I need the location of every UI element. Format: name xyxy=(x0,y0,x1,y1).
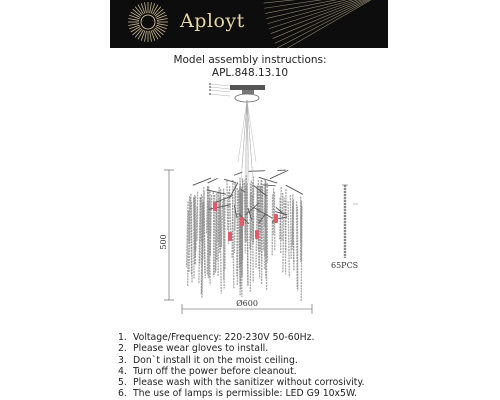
model-number: APL.848.13.10 xyxy=(211,67,289,79)
instruction-item xyxy=(118,377,365,388)
instruction-item xyxy=(118,355,365,366)
instruction-number: 6. xyxy=(118,388,127,400)
instruction-item xyxy=(118,343,365,354)
instruction-text: Please wash with the sanitizer without corrosivity. xyxy=(133,377,365,389)
brand-banner xyxy=(110,0,388,48)
crystal-piece-illustration xyxy=(342,185,358,258)
instruction-item xyxy=(118,388,365,399)
instruction-text: Please wear gloves to install. xyxy=(133,343,269,355)
instruction-item xyxy=(118,366,365,377)
width-label: Ø600 xyxy=(236,299,258,308)
title-block xyxy=(0,54,500,80)
instruction-text: Turn off the power before cleanout. xyxy=(133,365,297,377)
pieces-label: 65PCS xyxy=(331,261,359,270)
instruction-number: 1. xyxy=(118,332,127,343)
instruction-number: 5. xyxy=(118,377,127,389)
instructions-list xyxy=(118,332,365,400)
instruction-text: Don`t install it on the moist ceiling. xyxy=(133,354,298,366)
instruction-text: The use of lamps is permissible: LED G9 10x5W. xyxy=(133,388,358,400)
instruction-number: 2. xyxy=(118,343,127,355)
sunburst-logo xyxy=(110,0,388,48)
instruction-number: 3. xyxy=(118,354,127,366)
instruction-number: 4. xyxy=(118,365,127,377)
chandelier-illustration xyxy=(187,170,303,301)
chandelier-drawing xyxy=(150,82,390,318)
instruction-item xyxy=(118,332,365,343)
width-dimension xyxy=(182,299,312,314)
document-title: Model assembly instructions: xyxy=(173,54,327,66)
height-label: 500 xyxy=(159,234,168,250)
brand-name: Aployt xyxy=(180,10,245,32)
height-dimension xyxy=(159,170,174,300)
instruction-text: Voltage/Frequency: 220-230V 50-60Hz. xyxy=(133,332,315,343)
